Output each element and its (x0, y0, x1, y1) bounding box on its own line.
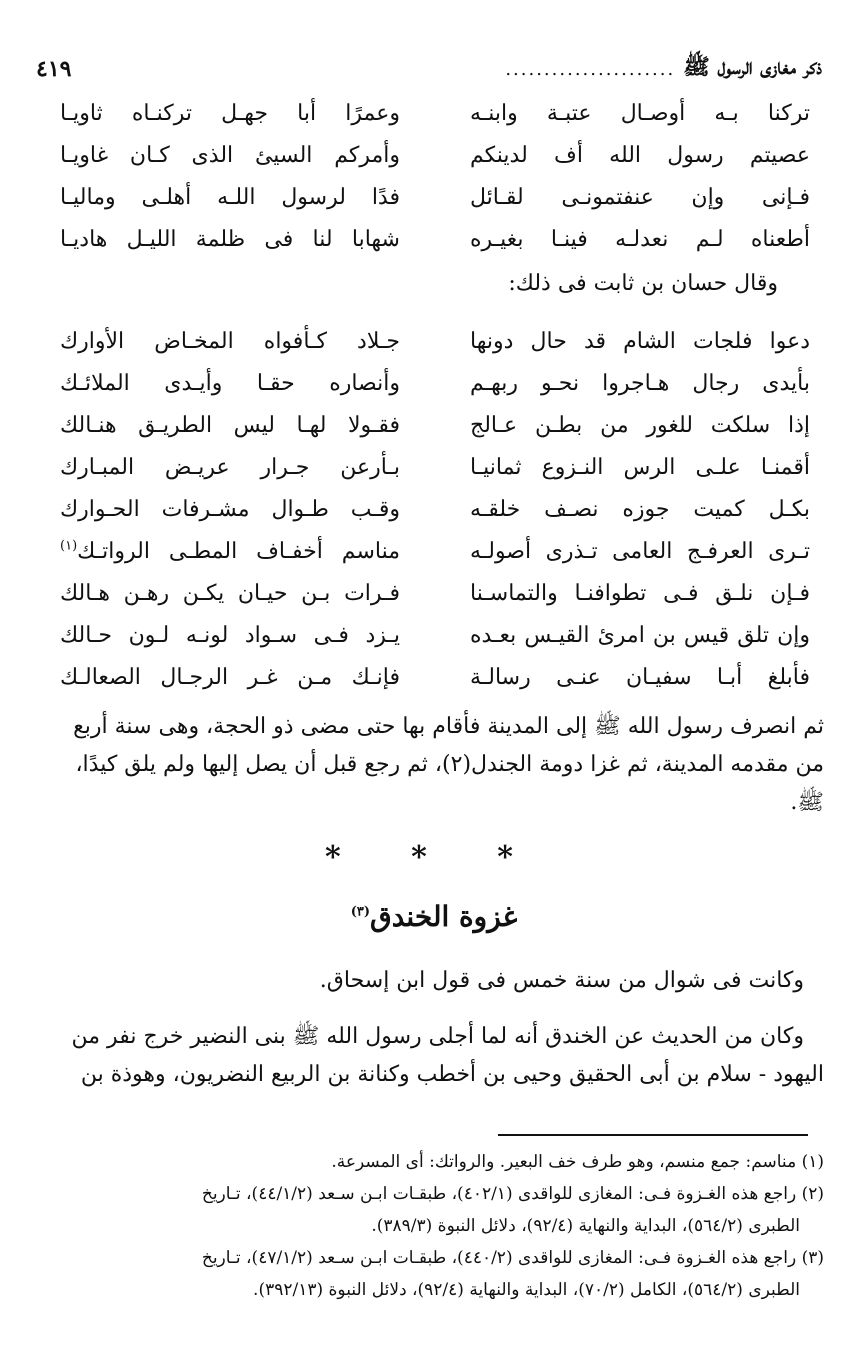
verse-second-hemistich: فإنـك مـن غـر الرجـال الصعالـك (60, 665, 400, 690)
verse-second-hemistich: فدًا لرسول اللـه أهلـى وماليـا (60, 185, 400, 210)
verse-line (60, 448, 810, 488)
verse-first-hemistich: تـرى العرفـج العامى تـذرى أصولـه (470, 539, 810, 564)
header-leader-dots: ...................... (505, 58, 676, 80)
running-header (36, 50, 822, 88)
verse-second-hemistich (60, 532, 400, 572)
verse-second-hemistich: وأمركم السيئ الذى كـان غاويـا (60, 143, 400, 168)
paragraph-line: اليهود - سلام بن أبى الحقيق وحيى بن أخطب وكنانة بن الربيع النضريون، وهوذة بن (80, 1062, 824, 1087)
verse-first-hemistich: فأبلغ أبـا سفيـان عنـى رسالـة (470, 665, 810, 690)
verse-first-hemistich: إذا سلكت للغور من بطـن عـالج (470, 413, 810, 438)
verse-line (60, 178, 810, 218)
verse-first-hemistich: وإن تلق قيس بن امرئ القيـس بعـده (470, 623, 810, 648)
verse-line (60, 616, 810, 656)
verse-text: مناسم أخفـاف المطـى الرواتـك (77, 539, 400, 564)
verse-line (60, 220, 810, 260)
verse-second-hemistich: شهابا لنا فى ظلمة الليـل هاديـا (60, 227, 400, 252)
paragraph-line: وكانت فى شوال من سنة خمس فى قول ابن إسحاق. (319, 968, 804, 993)
verse-first-hemistich: تركنا بـه أوصـال عتبـة وابنـه (470, 101, 810, 126)
verse-line (60, 490, 810, 530)
paragraph-line: من مقدمه المدينة، ثم غزا دومة الجندل(٢)، ثم رجع قبل أن يصل إليها ولم يلق كيدًا، (75, 752, 824, 777)
footnote-line: (٢) راجع هذه الغـزوة فـى: المغازى للواقدى (٤٠٢/١)، طبقـات ابـن سـعد (٤٤/١/٢)، تـاريخ (201, 1184, 824, 1204)
verse-first-hemistich: أقمنـا علـى الرس النـزوع ثمانيـا (470, 455, 810, 480)
verse-second-hemistich: وأنصاره حقـا وأيـدى الملائـك (60, 371, 400, 396)
verse-first-hemistich: أطعناه لـم نعدلـه فينـا بغيـره (470, 227, 810, 252)
verse-first-hemistich: فـإن نلـق فـى تطوافنـا والتماسـنا (470, 581, 810, 606)
section-divider: * * * (325, 840, 543, 875)
page-number: ٤١٩ (36, 56, 72, 82)
header-title: ذكر مغازى الرسول ﷺ (683, 54, 822, 80)
verse-first-hemistich: دعوا فلجات الشام قد حال دونها (470, 329, 810, 354)
footnote-separator (498, 1134, 808, 1136)
footnote-ref: (٣) (350, 904, 370, 920)
paragraph (36, 708, 824, 822)
verse-line (60, 574, 810, 614)
poem-intro: وقال حسان بن ثابت فى ذلك: (508, 271, 778, 296)
paragraph-line: ﷺ. (790, 790, 824, 815)
footnote-line: (١) مناسم: جمع منسم، وهو طرف خف البعير. والرواتك: أى المسرعة. (331, 1152, 824, 1172)
verse-second-hemistich: يـزد فـى سـواد لونـه لـون حـالك (60, 623, 400, 648)
footnote-line: الطبرى (٥٦٤/٢)، البداية والنهاية (٩٢/٤)، دلائل النبوة (٣٨٩/٣). (371, 1216, 800, 1236)
paragraph (36, 962, 824, 1000)
verse-second-hemistich: فـرات بـن حيـان يكـن رهـن هـالك (60, 581, 400, 606)
footnote-line: الطبرى (٥٦٤/٢)، الكامل (٧٠/٢)، البداية والنهاية (٩٢/٤)، دلائل النبوة (٣٩٢/١٣). (253, 1280, 800, 1300)
section-heading (0, 900, 868, 933)
verse-second-hemistich: وعمرًا أبا جهـل تركنـاه ثاويـا (60, 101, 400, 126)
paragraph-line: وكان من الحديث عن الخندق أنه لما أجلى رسول الله ﷺ بنى النضير خرج نفر من (71, 1024, 804, 1049)
verse-first-hemistich: بأيدى رجال هـاجروا نحـو ربهـم (470, 371, 810, 396)
verse-second-hemistich: جـلاد كـأفواه المخـاض الأوارك (60, 329, 400, 354)
verse-first-hemistich: بكـل كميت جوزه نصـف خلقـه (470, 497, 810, 522)
heading-text: غزوة الخندق (370, 900, 518, 933)
verse-line (60, 322, 810, 362)
verse-line (60, 136, 810, 176)
verse-line (60, 94, 810, 134)
verse-line (60, 406, 810, 446)
paragraph-line: ثم انصرف رسول الله ﷺ إلى المدينة فأقام بها حتى مضى ذو الحجة، وهى سنة أربع (73, 714, 824, 739)
footnote-line: (٣) راجع هذه الغـزوة فـى: المغازى للواقدى (٤٤٠/٢)، طبقـات ابـن سـعد (٤٧/١/٢)، تـاريخ (201, 1248, 824, 1268)
verse-line (60, 364, 810, 404)
footnote-ref: (١) (60, 538, 78, 554)
verse-first-hemistich: عصيتم رسول الله أف لدينكم (470, 143, 810, 168)
paragraph (36, 1018, 824, 1094)
verse-line (60, 658, 810, 698)
verse-second-hemistich: فقـولا لهـا ليس الطريـق هنـالك (60, 413, 400, 438)
verse-second-hemistich: بـأرعن جـرار عريـض المبـارك (60, 455, 400, 480)
verse-second-hemistich: وقـب طـوال مشـرفات الحـوارك (60, 497, 400, 522)
verse-first-hemistich: فـإنى وإن عنفتمونـى لقـائل (470, 185, 810, 210)
verse-line (60, 532, 810, 572)
footnotes (36, 1146, 824, 1306)
